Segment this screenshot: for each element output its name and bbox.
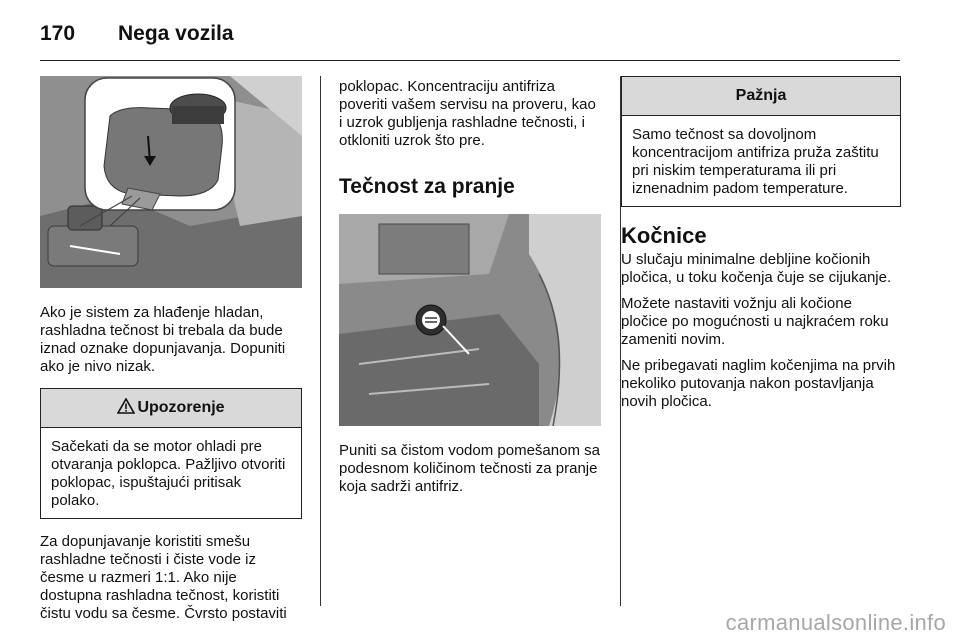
antifreeze-check-paragraph: poklopac. Koncentraciju antifriza poveriti vašem servisu na proveru, kao i uzrok gubljenja rashladne tečnosti, i otkloniti uzrok što pre. xyxy=(339,78,596,149)
page-number: 170 xyxy=(40,22,76,45)
warning-title: Upozorenje xyxy=(137,399,225,416)
chapter-title: Nega vozila xyxy=(118,22,234,45)
brakes-paragraph-3: Ne pribegavati naglim kočenjima na prvih nekoliko putovanja nakon postavljanja novih pločica. xyxy=(621,357,896,410)
warning-box xyxy=(40,388,302,519)
column-2 xyxy=(339,76,601,496)
coolant-level-paragraph: Ako je sistem za hlađenje hladan, rashladna tečnost bi trebala da bude iznad oznake dopunjavanja. Dopuniti ako je nivo nizak. xyxy=(40,304,286,375)
brakes-paragraph-2: Možete nastaviti vožnju ali kočione pločice po mogućnosti u najkraćem roku zameniti novim. xyxy=(621,295,889,348)
brakes-heading: Kočnice xyxy=(621,223,707,248)
brakes-paragraph-1: U slučaju minimalne debljine kočionih pločica, u toku kočenja čuje se cijukanje. xyxy=(621,251,892,286)
warning-triangle-icon xyxy=(117,398,135,414)
watermark: carmanualsonline.info xyxy=(725,610,946,635)
notice-text: Samo tečnost sa dovoljnom koncentracijom antifriza pruža zaštitu pri niskim temperaturama ili pri iznenadnim padom temperature. xyxy=(632,126,879,197)
refill-paragraph: Za dopunjavanje koristiti smešu rashladne tečnosti i čiste vode iz česme u razmeri 1:1. Ako nije dostupna rashladna tečnost, koristiti čistu vodu sa česme. Čvrsto postaviti xyxy=(40,533,287,622)
column-1 xyxy=(40,76,302,623)
washer-fluid-paragraph: Puniti sa čistom vodom pomešanom sa podesnom količinom tečnosti za pranje koja sadrži antifriz. xyxy=(339,442,600,495)
washer-fluid-figure xyxy=(339,214,601,426)
page-header xyxy=(40,16,900,61)
warning-box-header xyxy=(41,389,301,428)
notice-box xyxy=(621,76,901,207)
column-3 xyxy=(621,76,901,411)
notice-box-header xyxy=(622,77,900,116)
coolant-reservoir-figure xyxy=(40,76,302,288)
notice-title: Pažnja xyxy=(735,87,787,104)
washer-fluid-heading: Tečnost za pranje xyxy=(339,175,515,198)
column-divider xyxy=(320,76,321,606)
warning-text: Sačekati da se motor ohladi pre otvaranja poklopca. Pažljivo otvoriti poklopac, ispuštajući pritisak polako. xyxy=(51,438,286,509)
